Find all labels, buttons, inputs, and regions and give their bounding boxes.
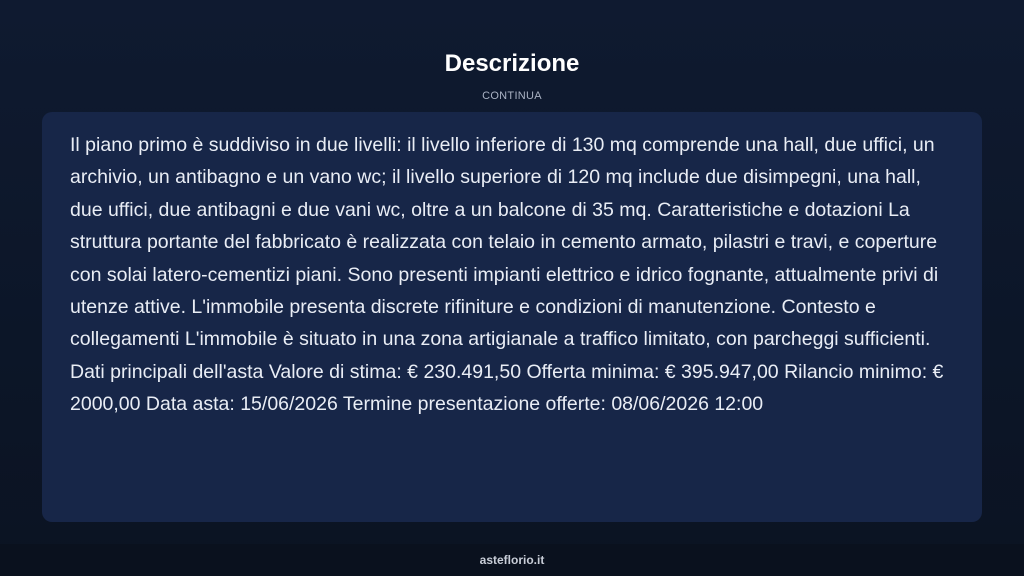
description-text: Il piano primo è suddiviso in due livelli: il livello inferiore di 130 mq comprende una hall, due uffici, un archivio, un antibagno e un vano wc; il livello superiore di 120 mq include due disimpegni, una hall, due uffici, due antibagni e due vani wc, oltre a un balcone di 35 mq. Caratteristiche e dotazioni La struttura portante del fabbricato è realizzata con telaio in cemento armato, pilastri e travi, e coperture con solai latero-cementizi piani. Sono presenti impianti elettrico e idrico fognante, attualmente privi di utenze attive. L'immobile presenta discrete rifiniture e condizioni di manutenzione. Contesto e collegamenti L'immobile è situato in una zona artigianale a traffico limitato, con parcheggi sufficienti. Dati principali dell'asta Valore di stima: € 230.491,50 Offerta minima: € 395.947,00 Rilancio minimo: € 2000,00 Data asta: 15/06/2026 Termine presentazione offerte: 08/06/2026 12:00 xyxy=(70,134,944,416)
brand-label: asteflorio.it xyxy=(479,553,545,567)
page-header xyxy=(0,0,1024,112)
page-title: Descrizione xyxy=(444,50,580,77)
page-subtitle: CONTINUA xyxy=(482,90,542,102)
description-card xyxy=(42,112,982,522)
page-footer xyxy=(0,544,1024,576)
